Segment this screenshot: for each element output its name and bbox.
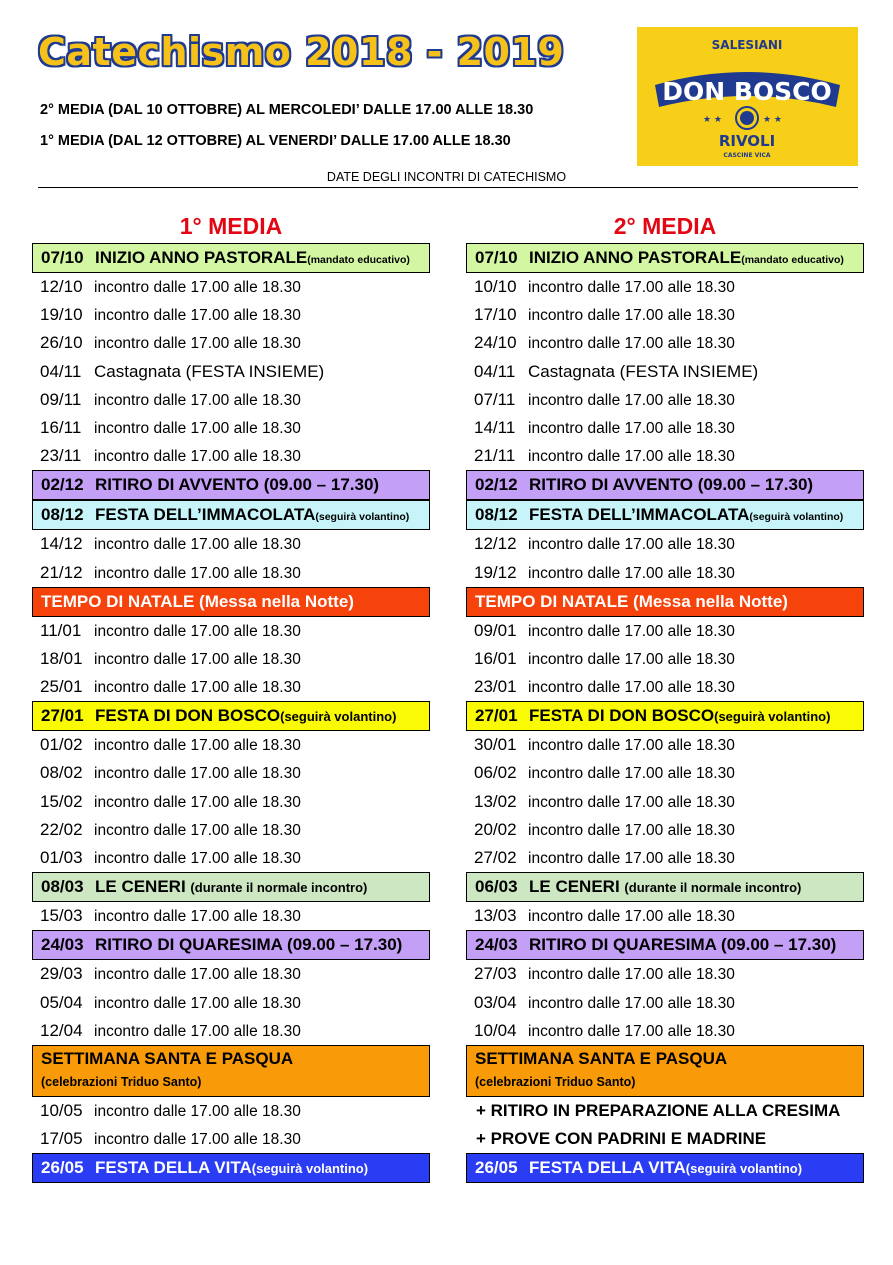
meeting-text: incontro dalle 17.00 alle 18.30 xyxy=(528,679,735,697)
event-row xyxy=(466,470,864,500)
meeting-text: incontro dalle 17.00 alle 18.30 xyxy=(528,335,735,353)
meeting-row xyxy=(32,902,430,930)
meeting-row xyxy=(466,902,864,930)
meeting-date: 27/03 xyxy=(474,964,517,984)
meeting-date: 19/12 xyxy=(474,562,517,582)
logo-city-text: RIVOLI xyxy=(718,132,776,150)
column-2-media xyxy=(466,210,864,1183)
meeting-text: incontro dalle 17.00 alle 18.30 xyxy=(94,1131,301,1149)
logo-main-text: DON BOSCO xyxy=(662,77,832,106)
meeting-text: incontro dalle 17.00 alle 18.30 xyxy=(94,994,301,1012)
event-title: FESTA DI DON BOSCO xyxy=(529,706,715,726)
meeting-row xyxy=(32,442,430,470)
meeting-date: 17/05 xyxy=(40,1129,83,1149)
schedule-1-media: 1° MEDIA (DAL 12 OTTOBRE) AL VENERDI’ DALLE 17.00 ALLE 18.30 xyxy=(40,133,511,149)
page-title: Catechismo 2018 - 2019 xyxy=(38,30,565,74)
event-title: INIZIO ANNO PASTORALE xyxy=(529,248,742,267)
meeting-text: incontro dalle 17.00 alle 18.30 xyxy=(528,850,735,867)
meeting-date: 14/11 xyxy=(474,417,516,437)
meeting-text: incontro dalle 17.00 alle 18.30 xyxy=(94,307,301,325)
meeting-row xyxy=(32,1097,430,1125)
meeting-row xyxy=(32,1125,430,1153)
event-title: RITIRO DI AVVENTO (09.00 – 17.30) xyxy=(95,475,380,495)
event-title: TEMPO DI NATALE (Messa nella Notte) xyxy=(475,591,788,611)
meeting-date: 04/11 xyxy=(40,361,82,381)
event-title: LE CENERI xyxy=(529,877,620,897)
don-bosco-logo xyxy=(637,27,858,166)
event-note: (mandato educativo) xyxy=(307,254,410,266)
meeting-date: 22/02 xyxy=(40,819,83,839)
logo-graphic xyxy=(637,27,858,166)
meeting-date: 21/11 xyxy=(474,446,516,466)
meeting-text: incontro dalle 17.00 alle 18.30 xyxy=(528,994,735,1012)
meeting-date: 13/02 xyxy=(474,791,517,811)
meeting-row xyxy=(32,759,430,787)
meeting-row xyxy=(466,617,864,645)
column-heading: 1° MEDIA xyxy=(179,213,283,239)
meeting-row xyxy=(466,788,864,816)
meeting-date: 27/02 xyxy=(474,848,517,867)
meeting-row xyxy=(466,442,864,470)
event-date: 08/12 xyxy=(475,505,518,525)
meeting-date: 25/01 xyxy=(40,677,83,697)
meeting-text: incontro dalle 17.00 alle 18.30 xyxy=(528,1022,735,1040)
meeting-row xyxy=(32,788,430,816)
event-title: FESTA DELLA VITA xyxy=(95,1158,252,1178)
meeting-date: 07/11 xyxy=(474,389,516,409)
meeting-date: 16/11 xyxy=(40,417,82,437)
event-note: (seguirà volantino) xyxy=(315,511,410,524)
confirmation-note: + RITIRO IN PREPARAZIONE ALLA CRESIMA xyxy=(476,1100,841,1120)
meeting-text: incontro dalle 17.00 alle 18.30 xyxy=(528,307,735,325)
meeting-text: incontro dalle 17.00 alle 18.30 xyxy=(94,419,301,437)
meeting-text: incontro dalle 17.00 alle 18.30 xyxy=(528,737,735,755)
logo-top-text: SALESIANI xyxy=(711,38,783,52)
event-row xyxy=(32,500,430,530)
event-row xyxy=(466,701,864,731)
meeting-date: 12/10 xyxy=(40,277,83,296)
meeting-date: 15/02 xyxy=(40,791,83,811)
schedule-2-media: 2° MEDIA (DAL 10 OTTOBRE) AL MERCOLEDI’ DALLE 17.00 ALLE 18.30 xyxy=(40,102,534,118)
meeting-text: incontro dalle 17.00 alle 18.30 xyxy=(94,650,301,668)
meeting-text: incontro dalle 17.00 alle 18.30 xyxy=(528,419,735,437)
meeting-date: 08/02 xyxy=(40,763,83,783)
meeting-date: 23/11 xyxy=(40,446,82,466)
event-row xyxy=(32,872,430,902)
meeting-text: incontro dalle 17.00 alle 18.30 xyxy=(94,391,301,409)
event-note: (seguirà volantino) xyxy=(749,511,844,524)
logo-sub-text: CASCINE VICA xyxy=(723,152,771,159)
event-date: 06/03 xyxy=(475,877,518,897)
meeting-text: incontro dalle 17.00 alle 18.30 xyxy=(528,536,735,554)
meeting-date: 01/03 xyxy=(40,848,83,867)
event-title: RITIRO DI QUARESIMA (09.00 – 17.30) xyxy=(95,935,403,955)
event-title: FESTA DELL’IMMACOLATA xyxy=(529,505,750,525)
meeting-date: 16/01 xyxy=(474,648,517,668)
meeting-date: 20/02 xyxy=(474,819,517,839)
event-row xyxy=(32,930,430,960)
event-date: 07/10 xyxy=(41,248,84,267)
meeting-row xyxy=(32,358,430,386)
event-note: (durante il normale incontro) xyxy=(190,880,368,896)
meeting-row xyxy=(466,1017,864,1045)
meeting-text: incontro dalle 17.00 alle 18.30 xyxy=(528,622,735,640)
event-date: 27/01 xyxy=(475,706,518,726)
meeting-date: 23/01 xyxy=(474,677,517,697)
meeting-row xyxy=(466,673,864,701)
event-row xyxy=(466,1153,864,1183)
meeting-text: incontro dalle 17.00 alle 18.30 xyxy=(94,622,301,640)
meeting-date: 14/12 xyxy=(40,534,83,554)
event-date: 24/03 xyxy=(41,935,84,955)
event-date: 26/05 xyxy=(41,1158,84,1178)
event-row xyxy=(466,930,864,960)
event-note: (seguirà volantino) xyxy=(714,709,831,725)
meeting-text: incontro dalle 17.00 alle 18.30 xyxy=(94,536,301,554)
meeting-text: incontro dalle 17.00 alle 18.30 xyxy=(528,793,735,811)
meeting-text: incontro dalle 17.00 alle 18.30 xyxy=(94,448,301,466)
meeting-row xyxy=(466,273,864,301)
event-row xyxy=(466,1045,864,1097)
event-row xyxy=(466,872,864,902)
meeting-date: 10/04 xyxy=(474,1020,517,1040)
meeting-text: incontro dalle 17.00 alle 18.30 xyxy=(528,564,735,582)
meeting-text: incontro dalle 17.00 alle 18.30 xyxy=(94,908,301,926)
meeting-row xyxy=(466,358,864,386)
meeting-date: 12/12 xyxy=(474,534,517,554)
meeting-date: 21/12 xyxy=(40,562,83,582)
event-title: LE CENERI xyxy=(95,877,186,897)
event-row xyxy=(32,470,430,500)
event-title: RITIRO DI QUARESIMA (09.00 – 17.30) xyxy=(529,935,837,955)
meeting-row xyxy=(32,273,430,301)
event-date: 27/01 xyxy=(41,706,84,726)
svg-text:★ ★: ★ ★ xyxy=(703,115,722,125)
meeting-row xyxy=(32,731,430,759)
meeting-row xyxy=(466,844,864,872)
meeting-row xyxy=(32,617,430,645)
meeting-date: 09/01 xyxy=(474,620,517,640)
event-title: SETTIMANA SANTA E PASQUA xyxy=(41,1048,294,1068)
meeting-date: 13/03 xyxy=(474,906,517,926)
event-row xyxy=(32,243,430,273)
meeting-text: incontro dalle 17.00 alle 18.30 xyxy=(528,391,735,409)
meeting-row xyxy=(466,329,864,357)
meeting-date: 10/05 xyxy=(40,1100,83,1120)
event-row xyxy=(32,1153,430,1183)
meeting-text: incontro dalle 17.00 alle 18.30 xyxy=(94,821,301,839)
meeting-date: 24/10 xyxy=(474,333,517,353)
meeting-row xyxy=(32,989,430,1017)
meeting-text: incontro dalle 17.00 alle 18.30 xyxy=(528,821,735,839)
meeting-text: incontro dalle 17.00 alle 18.30 xyxy=(94,850,301,867)
event-title: FESTA DELLA VITA xyxy=(529,1157,686,1177)
meeting-text: incontro dalle 17.00 alle 18.30 xyxy=(528,908,735,926)
meeting-text: incontro dalle 17.00 alle 18.30 xyxy=(528,765,735,783)
confirmation-note: + PROVE CON PADRINI E MADRINE xyxy=(476,1128,767,1148)
event-title: RITIRO DI AVVENTO (09.00 – 17.30) xyxy=(529,475,814,495)
meeting-row xyxy=(32,530,430,558)
meeting-date: 30/01 xyxy=(474,735,517,755)
event-note: (seguirà volantino) xyxy=(685,1160,803,1176)
meeting-row xyxy=(466,530,864,558)
meeting-text: incontro dalle 17.00 alle 18.30 xyxy=(94,737,301,755)
event-row xyxy=(466,243,864,273)
meeting-date: 29/03 xyxy=(40,964,83,984)
meeting-row xyxy=(32,645,430,673)
svg-text:★ ★: ★ ★ xyxy=(763,115,782,125)
event-row xyxy=(466,500,864,530)
meeting-row xyxy=(32,1017,430,1045)
event-row xyxy=(32,1045,430,1097)
subtitle: DATE DEGLI INCONTRI DI CATECHISMO xyxy=(326,170,567,184)
meeting-row xyxy=(466,301,864,329)
event-note: (durante il normale incontro) xyxy=(624,880,802,896)
meeting-row xyxy=(32,673,430,701)
meeting-row xyxy=(466,759,864,787)
meeting-text: incontro dalle 17.00 alle 18.30 xyxy=(94,1102,301,1120)
event-title: FESTA DI DON BOSCO xyxy=(95,706,281,726)
meeting-row xyxy=(32,386,430,414)
meeting-row xyxy=(32,301,430,329)
event-date: 02/12 xyxy=(41,475,84,495)
meeting-text: Castagnata (FESTA INSIEME) xyxy=(94,361,325,381)
event-row xyxy=(32,587,430,617)
meeting-text: incontro dalle 17.00 alle 18.30 xyxy=(94,279,301,296)
meeting-text: incontro dalle 17.00 alle 18.30 xyxy=(528,448,735,466)
meeting-date: 18/01 xyxy=(40,648,83,668)
meeting-row xyxy=(32,960,430,988)
meeting-row xyxy=(466,816,864,844)
meeting-date: 01/02 xyxy=(40,735,83,755)
meeting-text: incontro dalle 17.00 alle 18.30 xyxy=(528,279,735,296)
meeting-date: 09/11 xyxy=(40,389,82,409)
meeting-row xyxy=(466,989,864,1017)
meeting-date: 03/04 xyxy=(474,992,517,1012)
meeting-text: incontro dalle 17.00 alle 18.30 xyxy=(528,966,735,984)
meeting-row xyxy=(32,329,430,357)
event-date: 07/10 xyxy=(475,248,518,267)
meeting-text: incontro dalle 17.00 alle 18.30 xyxy=(528,650,735,668)
event-date: 26/05 xyxy=(475,1157,518,1177)
meeting-date: 17/10 xyxy=(474,305,517,325)
meeting-row xyxy=(466,960,864,988)
event-row xyxy=(32,701,430,731)
meeting-text: incontro dalle 17.00 alle 18.30 xyxy=(94,564,301,582)
meeting-row xyxy=(32,816,430,844)
meeting-row xyxy=(466,645,864,673)
event-title: FESTA DELL’IMMACOLATA xyxy=(95,505,316,525)
meeting-text: incontro dalle 17.00 alle 18.30 xyxy=(94,966,301,984)
meeting-row xyxy=(466,414,864,442)
meeting-row xyxy=(32,559,430,587)
meeting-text: incontro dalle 17.00 alle 18.30 xyxy=(94,1022,301,1040)
meeting-date: 10/10 xyxy=(474,277,517,296)
event-date: 02/12 xyxy=(475,475,518,495)
meeting-date: 19/10 xyxy=(40,305,83,325)
meeting-row xyxy=(466,731,864,759)
meeting-text: incontro dalle 17.00 alle 18.30 xyxy=(94,765,301,783)
divider xyxy=(38,187,858,188)
column-heading: 2° MEDIA xyxy=(613,213,717,239)
event-date: 24/03 xyxy=(475,935,518,955)
meeting-date: 26/10 xyxy=(40,333,83,353)
event-date: 08/03 xyxy=(41,877,84,897)
event-title: TEMPO DI NATALE (Messa nella Notte) xyxy=(41,591,354,611)
event-title: SETTIMANA SANTA E PASQUA xyxy=(475,1048,728,1068)
meeting-row xyxy=(466,386,864,414)
meeting-text: incontro dalle 17.00 alle 18.30 xyxy=(94,335,301,353)
meeting-date: 15/03 xyxy=(40,906,83,926)
meeting-row xyxy=(466,559,864,587)
event-note: (celebrazioni Triduo Santo) xyxy=(41,1074,202,1089)
meeting-text: incontro dalle 17.00 alle 18.30 xyxy=(94,679,301,697)
event-row xyxy=(466,587,864,617)
meeting-date: 11/01 xyxy=(40,620,82,640)
event-note: (seguirà volantino) xyxy=(280,709,397,725)
meeting-date: 04/11 xyxy=(474,361,516,381)
column-1-media xyxy=(32,210,430,1183)
event-note: (celebrazioni Triduo Santo) xyxy=(475,1074,636,1089)
event-title: INIZIO ANNO PASTORALE xyxy=(95,248,308,267)
event-note: (seguirà volantino) xyxy=(251,1161,369,1177)
meeting-date: 05/04 xyxy=(40,992,83,1012)
meeting-row xyxy=(32,414,430,442)
meeting-text: Castagnata (FESTA INSIEME) xyxy=(528,361,759,381)
meeting-date: 12/04 xyxy=(40,1020,83,1040)
meeting-date: 06/02 xyxy=(474,763,517,783)
event-date: 08/12 xyxy=(41,505,84,525)
event-note: (mandato educativo) xyxy=(741,254,844,266)
meeting-text: incontro dalle 17.00 alle 18.30 xyxy=(94,793,301,811)
meeting-row xyxy=(32,844,430,872)
